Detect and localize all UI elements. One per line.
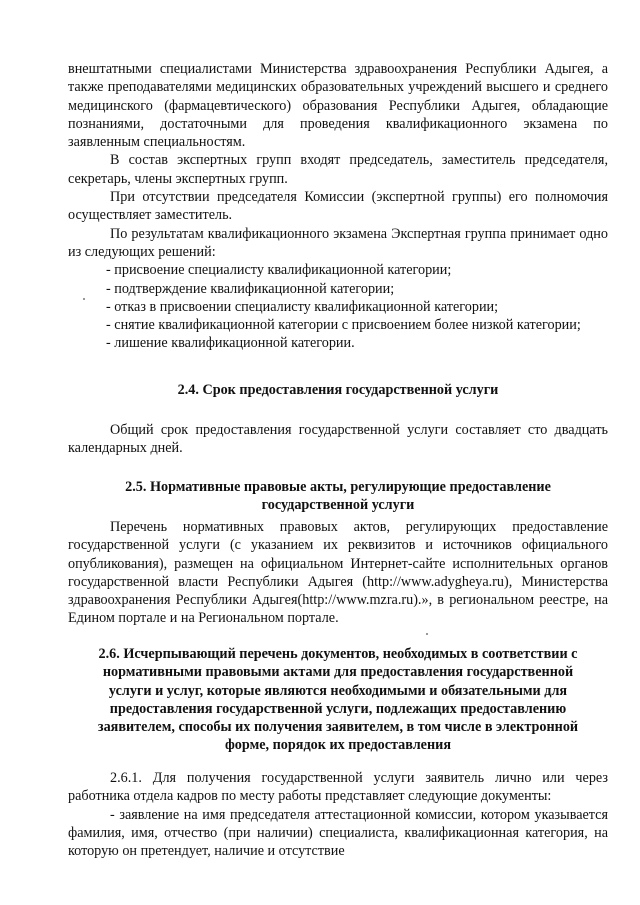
decision-item: - лишение квалификационной категории. xyxy=(106,335,355,352)
paragraph-legal-acts: Перечень нормативных правовых актов, регулирующих предоставление государственной услуги (с указанием их реквизитов и источников официального опубликования), размещен на официальном Интернет-сайте исполнительных органов государственной власти Республики Адыгея (http://www.adygheya.ru), Министерства здравоохранения Республики Адыгея(http://www.mzra.ru).», в региональном реестре, на Едином портале и на Региональном портале. xyxy=(68,519,608,627)
paragraph-expert-groups: В состав экспертных групп входят председатель, заместитель председателя, секретарь, члены экспертных групп. xyxy=(68,152,608,187)
section-2-6-title-line: форме, порядок их предоставления xyxy=(224,737,452,754)
section-2-5-body xyxy=(68,518,608,628)
section-2-6-title-line: заявителем, способы их получения заявителем, в том числе в электронной xyxy=(97,719,579,736)
paragraph-experts: внештатными специалистами Министерства здравоохранения Республики Адыгея, а также преподавателями медицинских образовательных учреждений высшего и среднего медицинского (фармацевтического) образования Республики Адыгея, обладающие познаниями, достаточными для проведения квалификационного экзамена по заявленным специальностям. xyxy=(68,61,608,151)
section-2-5-title-line: государственной услуги xyxy=(261,497,415,513)
paragraph-term: Общий срок предоставления государственной услуги составляет сто двадцать календарных дней. xyxy=(68,422,608,457)
paragraph-absence: При отсутствии председателя Комиссии (экспертной группы) его полномочия осуществляет заместитель. xyxy=(68,189,608,224)
scan-speck xyxy=(83,298,85,300)
decision-item: - подтверждение квалификационной категории; xyxy=(106,280,395,297)
section-2-5-title-line: 2.5. Нормативные правовые акты, регулирующие предоставление xyxy=(125,479,551,495)
section-2-6-title-line: услуги и услуг, которые являются необходимыми и обязательными для xyxy=(108,682,568,699)
section-2-4-body xyxy=(68,421,608,458)
section-2-6-title-line: предоставления государственной услуги, подлежащих предоставлению xyxy=(109,700,567,717)
paragraph-2-6-1: 2.6.1. Для получения государственной услуги заявитель лично или через работника отдела кадров по месту работы представляет следующие документы: xyxy=(68,770,608,805)
paragraph-decision-intro: По результатам квалификационного экзамена Экспертная группа принимает одно из следующих решений: xyxy=(68,225,608,260)
section-2-4-title: 2.4. Срок предоставления государственной услуги xyxy=(177,382,499,398)
body-text-top xyxy=(68,60,608,353)
decision-item: - присвоение специалисту квалификационной категории; xyxy=(106,262,452,279)
decision-item: - снятие квалификационной категории с присвоением более низкой категории; xyxy=(106,317,581,334)
section-2-6-title xyxy=(68,645,608,755)
decision-item: - отказ в присвоении специалисту квалификационной категории; xyxy=(106,298,499,315)
document-item: - заявление на имя председателя аттестационной комиссии, котором указывается фамилия, имя, отчество (при наличии) специалиста, квалификационная категория, на которую он претендует, наличие и отсутствие xyxy=(68,806,608,860)
section-2-6-body xyxy=(68,769,608,860)
section-2-6-title-line: нормативными правовыми актами для предоставления государственной xyxy=(102,664,574,681)
scan-speck xyxy=(426,633,428,635)
section-2-6-title-line: 2.6. Исчерпывающий перечень документов, необходимых в соответствии с xyxy=(98,646,578,662)
